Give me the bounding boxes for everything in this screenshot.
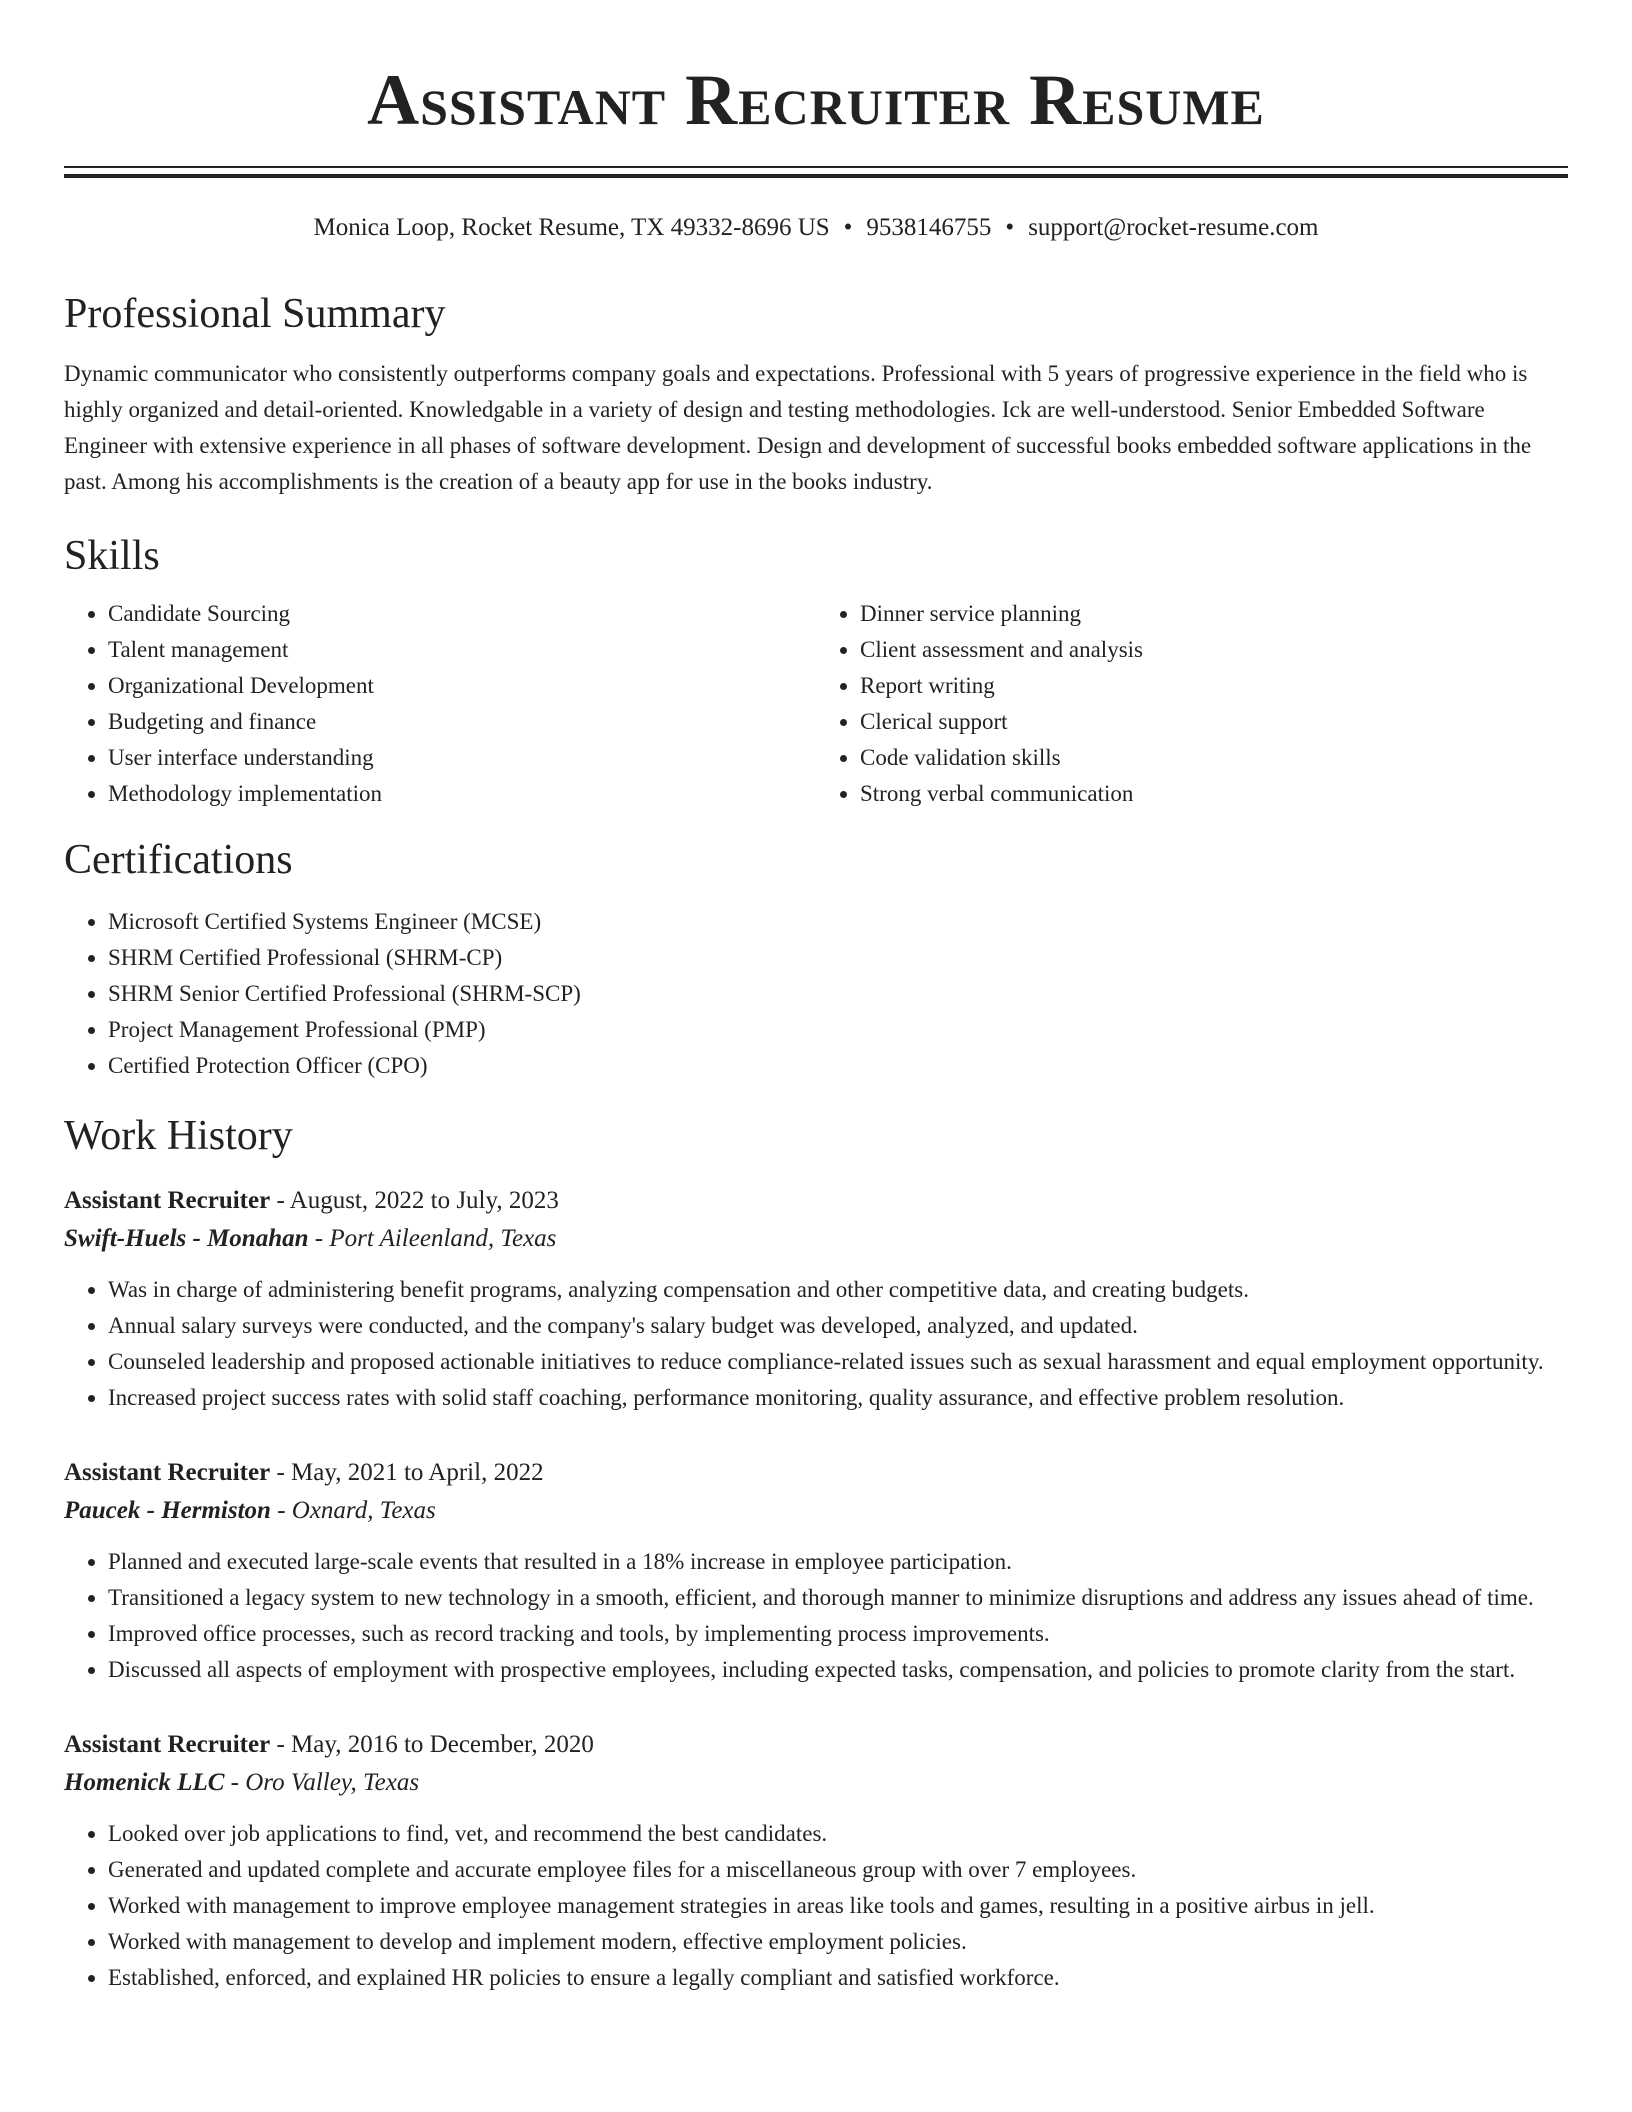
job-bullet: • Counseled leadership and proposed actionable initiatives to reduce compliance-related issues such as sexual harassment and equal employment opportunity. (108, 1344, 1568, 1380)
job-title: Assistant Recruiter (64, 1459, 271, 1486)
skill-item: • Client assessment and analysis (860, 632, 1568, 668)
job-dates: - May, 2021 to April, 2022 (270, 1459, 544, 1486)
contact-separator: • (843, 214, 853, 241)
job-entry (64, 1726, 1568, 1996)
company-name: Homenick LLC (64, 1769, 225, 1796)
certification-item: • Certified Protection Officer (CPO) (108, 1048, 1568, 1084)
job-bullet: • Worked with management to improve employee management strategies in areas like tools and games, resulting in a positive airbus in jell. (108, 1888, 1568, 1924)
resume-title: Assistant Recruiter Resume (367, 60, 1265, 140)
job-dates: - August, 2022 to July, 2023 (270, 1187, 559, 1214)
company-location: - Oro Valley, Texas (224, 1769, 420, 1796)
job-bullets (64, 1816, 1568, 1996)
skills-heading: Skills (64, 533, 160, 579)
job-bullets (64, 1544, 1568, 1688)
company-name: Swift-Huels - Monahan (64, 1225, 309, 1252)
job-entry (64, 1182, 1568, 1416)
contact-separator: • (1005, 214, 1015, 241)
skills-list-right (816, 596, 1568, 812)
contact-email: support@rocket-resume.com (1028, 214, 1319, 241)
certifications-list (64, 904, 1568, 1084)
job-title-line (64, 1182, 1568, 1220)
skill-item: • Organizational Development (108, 668, 816, 704)
job-bullet: • Generated and updated complete and accurate employee files for a miscellaneous group with over 7 employees. (108, 1852, 1568, 1888)
job-bullet: • Transitioned a legacy system to new technology in a smooth, efficient, and thorough manner to minimize disruptions and address any issues ahead of time. (108, 1580, 1568, 1616)
company-line (64, 1764, 1568, 1802)
contact-address: Monica Loop, Rocket Resume, TX 49332-8696 US (313, 214, 830, 241)
certification-item: • Microsoft Certified Systems Engineer (MCSE) (108, 904, 1568, 940)
job-bullet: • Worked with management to develop and implement modern, effective employment policies. (108, 1924, 1568, 1960)
skill-item: • Candidate Sourcing (108, 596, 816, 632)
job-dates: - May, 2016 to December, 2020 (270, 1731, 594, 1758)
company-location: - Oxnard, Texas (270, 1497, 436, 1524)
title-rule-thick (64, 174, 1568, 178)
job-bullets (64, 1272, 1568, 1416)
skill-item: • Budgeting and finance (108, 704, 816, 740)
skills-list-left (64, 596, 816, 812)
job-title-line (64, 1726, 1568, 1764)
job-bullet: • Discussed all aspects of employment with prospective employees, including expected tasks, compensation, and policies to promote clarity from the start. (108, 1652, 1568, 1688)
job-title: Assistant Recruiter (64, 1731, 271, 1758)
skill-item: • Methodology implementation (108, 776, 816, 812)
skill-item: • Dinner service planning (860, 596, 1568, 632)
job-bullet: • Planned and executed large-scale events that resulted in a 18% increase in employee participation. (108, 1544, 1568, 1580)
summary-heading: Professional Summary (64, 291, 446, 337)
certification-item: • SHRM Senior Certified Professional (SHRM-SCP) (108, 976, 1568, 1012)
company-name: Paucek - Hermiston (64, 1497, 271, 1524)
company-location: - Port Aileenland, Texas (308, 1225, 557, 1252)
skill-item: • User interface understanding (108, 740, 816, 776)
job-bullet: • Improved office processes, such as record tracking and tools, by implementing process improvements. (108, 1616, 1568, 1652)
contact-phone: 9538146755 (866, 214, 992, 241)
company-line (64, 1220, 1568, 1258)
contact-line (64, 212, 1568, 244)
job-bullet: • Established, enforced, and explained HR policies to ensure a legally compliant and satisfied workforce. (108, 1960, 1568, 1996)
certification-item: • Project Management Professional (PMP) (108, 1012, 1568, 1048)
job-bullet: • Looked over job applications to find, vet, and recommend the best candidates. (108, 1816, 1568, 1852)
job-bullet: • Increased project success rates with solid staff coaching, performance monitoring, quality assurance, and effective problem resolution. (108, 1380, 1568, 1416)
skills-columns (64, 596, 1568, 812)
skill-item: • Report writing (860, 668, 1568, 704)
work-history-heading: Work History (64, 1113, 293, 1159)
skill-item: • Clerical support (860, 704, 1568, 740)
job-entry (64, 1454, 1568, 1688)
certification-item: • SHRM Certified Professional (SHRM-CP) (108, 940, 1568, 976)
job-bullet: • Annual salary surveys were conducted, and the company's salary budget was developed, analyzed, and updated. (108, 1308, 1568, 1344)
certifications-heading: Certifications (64, 837, 293, 883)
skill-item: • Code validation skills (860, 740, 1568, 776)
skill-item: • Strong verbal communication (860, 776, 1568, 812)
skill-item: • Talent management (108, 632, 816, 668)
job-title-line (64, 1454, 1568, 1492)
job-bullet: • Was in charge of administering benefit programs, analyzing compensation and other competitive data, and creating budgets. (108, 1272, 1568, 1308)
summary-text: Dynamic communicator who consistently outperforms company goals and expectations. Professional with 5 years of progressive experience in the field who is highly organized and detail-oriented. Knowledgable in a variety of design and testing methodologies. Ick are well-understood. Senior Embedded Software Engineer with extensive experience in all phases of software development. Design and development of successful books embedded software applications in the past. Among his accomplishments is the creation of a beauty app for use in the books industry. (64, 361, 1532, 494)
company-line (64, 1492, 1568, 1530)
job-title: Assistant Recruiter (64, 1187, 271, 1214)
title-rule-thin (64, 166, 1568, 168)
